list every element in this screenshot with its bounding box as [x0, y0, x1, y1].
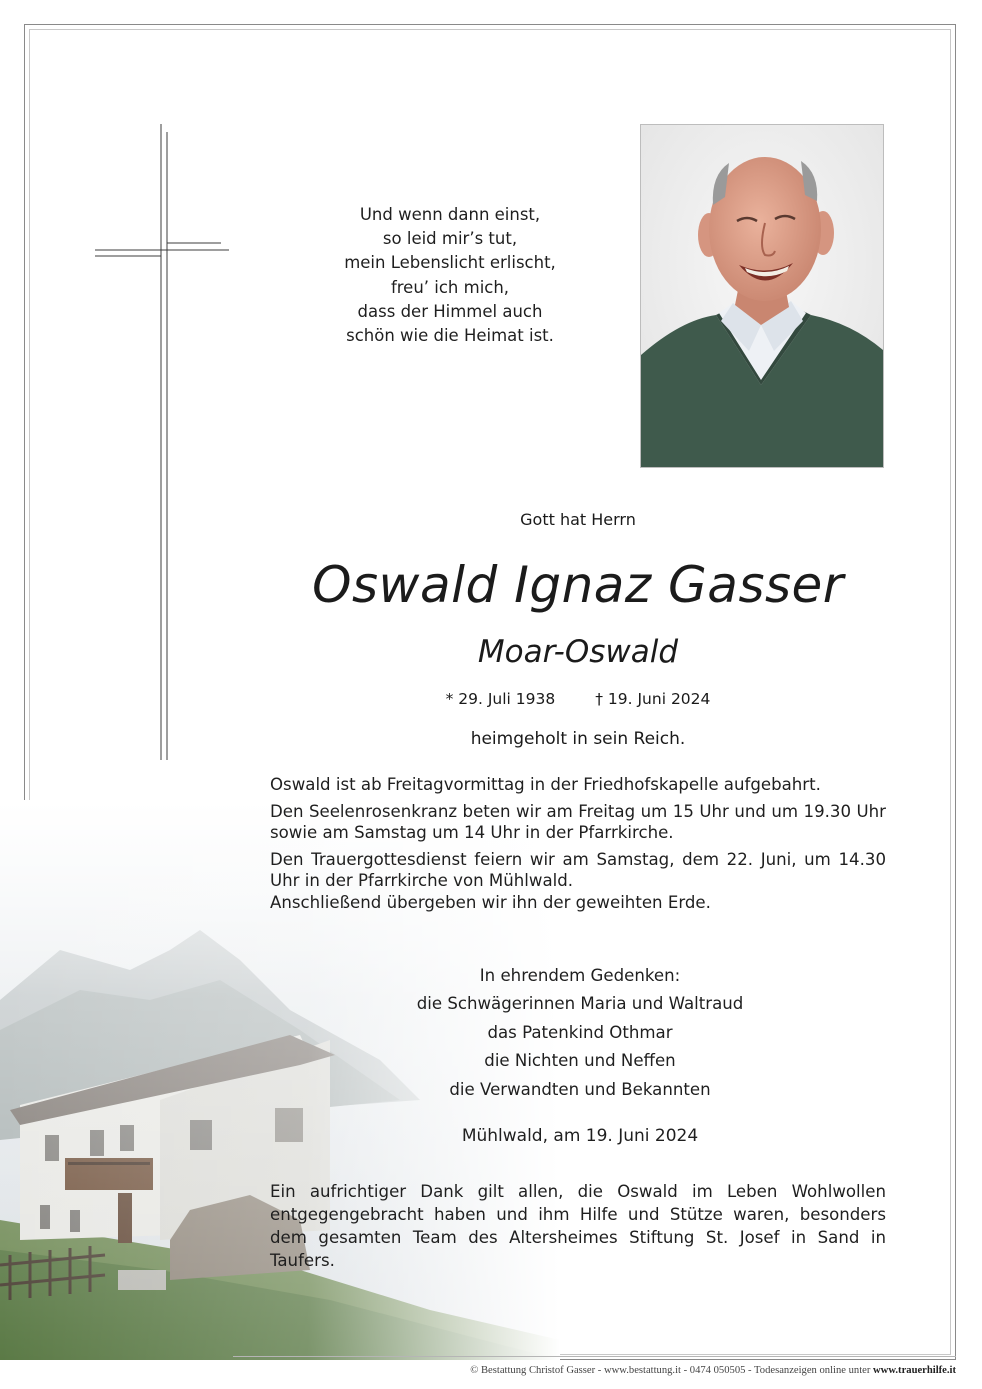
birth-date: * 29. Juli 1938 — [445, 690, 556, 708]
place-and-date: Mühlwald, am 19. Juni 2024 — [461, 1126, 699, 1146]
funeral-details — [270, 774, 886, 919]
deceased-nickname: Moar-Oswald — [477, 634, 679, 670]
poem-line: mein Lebenslicht erlischt, — [344, 253, 556, 273]
life-dates — [270, 690, 886, 708]
footer-link[interactable]: www.trauerhilfe.it — [873, 1365, 956, 1376]
memorial-poem — [300, 203, 600, 348]
rosary-info: Den Seelenrosenkranz beten wir am Freitag um 15 Uhr und um 19.30 Uhr sowie am Samstag um 14 Uhr in der Pfarrkirche. — [270, 801, 886, 843]
burial-info: Anschließend übergeben wir ihn der geweihten Erde. — [270, 892, 711, 912]
mourner-line: die Nichten und Neffen — [484, 1051, 676, 1071]
viewing-info: Oswald ist ab Freitagvormittag in der Friedhofskapelle aufgebahrt. — [270, 775, 821, 794]
poem-line: Und wenn dann einst, — [359, 205, 541, 224]
mourners-heading: In ehrendem Gedenken: — [479, 966, 681, 985]
poem-line: freu’ ich mich, — [390, 277, 510, 297]
portrait-photo — [640, 124, 884, 468]
poem-line: dass der Himmel auch — [357, 301, 543, 321]
poem-line: schön wie die Heimat ist. — [346, 326, 554, 346]
mourners-list — [360, 962, 800, 1104]
footer — [240, 1365, 956, 1376]
passing-phrase: heimgeholt in sein Reich. — [470, 729, 686, 749]
mourner-line: die Schwägerinnen Maria und Waltraud — [416, 994, 744, 1014]
portrait-illustration — [641, 125, 883, 467]
acknowledgement: Ein aufrichtiger Dank gilt allen, die Oswald im Leben Wohlwollen entgegengebracht haben und ihm Hilfe und Stütze waren, besonders dem gesamten Team des Altersheimes Stiftung St. Josef in Sand in Taufers. — [270, 1182, 886, 1270]
service-info: Den Trauergottesdienst feiern wir am Samstag, dem 22. Juni, um 14.30 Uhr in der Pfarrkirche von Mühlwald. — [270, 849, 886, 891]
deceased-name: Oswald Ignaz Gasser — [312, 556, 844, 614]
footer-text: © Bestattung Christof Gasser - www.bestattung.it - 0474 050505 - Todesanzeigen online unter — [470, 1365, 874, 1376]
intro-line: Gott hat Herrn — [520, 510, 636, 529]
footer-divider — [233, 1356, 956, 1357]
death-date: † 19. Juni 2024 — [595, 690, 711, 708]
mourner-line: die Verwandten und Bekannten — [449, 1079, 711, 1099]
cross-icon — [95, 122, 235, 762]
mourner-line: das Patenkind Othmar — [487, 1022, 673, 1042]
poem-line: so leid mir’s tut, — [382, 229, 518, 249]
